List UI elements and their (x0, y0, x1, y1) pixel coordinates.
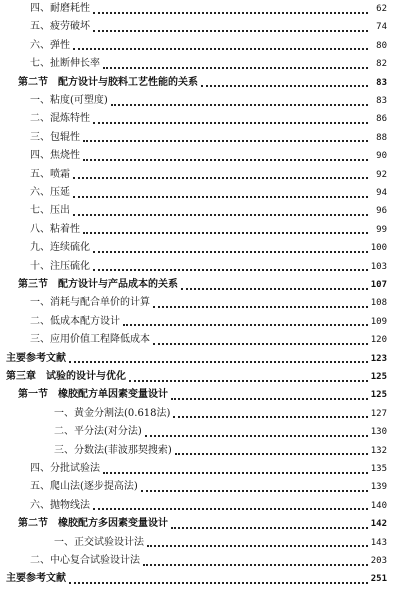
toc-entry-title: 九、连续硫化 (30, 242, 90, 254)
toc-entry-page-number: 96 (376, 206, 387, 217)
dot-leader (153, 305, 368, 308)
toc-entry[interactable] (0, 129, 401, 147)
toc-entry[interactable] (0, 386, 401, 404)
dot-leader (73, 195, 368, 198)
toc-entry-title: 第二节 配方设计与胶料工艺性能的关系 (18, 76, 198, 88)
toc-entry-page-number: 251 (370, 574, 387, 585)
toc-entry-title: 一、正交试验设计法 (54, 536, 144, 548)
toc-entry-page-number: 203 (370, 556, 387, 566)
toc-entry[interactable] (0, 294, 401, 312)
toc-entry[interactable] (0, 552, 401, 570)
dot-leader (111, 103, 368, 106)
dot-leader (83, 158, 368, 161)
dot-leader (145, 434, 368, 437)
toc-entry-title: 六、弹性 (30, 39, 70, 51)
dot-leader (93, 11, 368, 14)
toc-entry-title: 五、疲劳破坏 (30, 21, 90, 33)
toc-entry-page-number: 83 (376, 77, 387, 88)
toc-entry[interactable] (0, 92, 401, 110)
toc-entry-title: 三、应用价值工程降低成本 (30, 334, 150, 346)
toc-entry-title: 六、压延 (30, 187, 70, 198)
dot-leader (129, 379, 368, 382)
toc-entry-title: 三、分数法(菲波那契搜索) (54, 444, 172, 456)
toc-entry-page-number: 80 (376, 40, 387, 51)
toc-entry-page-number: 135 (370, 464, 387, 474)
toc-entry-title: 八、粘着性 (30, 223, 80, 235)
toc-entry-page-number: 108 (370, 298, 387, 309)
toc-entry-page-number: 132 (370, 445, 387, 456)
toc-entry-title: 七、扯断伸长率 (30, 58, 100, 70)
toc-entry[interactable] (0, 478, 401, 496)
toc-entry-page-number: 125 (370, 390, 387, 401)
toc-entry[interactable] (0, 184, 401, 202)
dot-leader (143, 563, 368, 566)
dot-leader (73, 213, 368, 216)
toc-entry-page-number: 82 (376, 59, 387, 70)
toc-entry-page-number: 120 (370, 335, 387, 346)
toc-entry-title: 五、爬山法(逐步提高法) (30, 481, 138, 493)
toc-entry-title: 一、黄金分割法(0.618法) (54, 407, 171, 419)
dot-leader (147, 544, 368, 547)
toc-entry-page-number: 99 (376, 224, 387, 235)
dot-leader (93, 29, 368, 32)
toc-entry[interactable] (0, 350, 401, 368)
toc-entry-title: 三、包辊性 (30, 131, 80, 143)
toc-entry-page-number: 107 (370, 280, 387, 290)
toc-entry-title: 六、抛物线法 (30, 499, 90, 511)
dot-leader (123, 323, 368, 326)
dot-leader (69, 581, 368, 584)
toc-entry-page-number: 74 (376, 22, 387, 33)
toc-entry[interactable] (0, 0, 401, 18)
toc-entry-page-number: 127 (370, 408, 387, 419)
toc-entry-title: 第二节 橡胶配方多因素变量设计 (18, 518, 168, 530)
toc-entry-page-number: 94 (376, 188, 387, 198)
toc-entry-page-number: 86 (376, 114, 387, 125)
toc-entry-title: 一、消耗与配合单价的计算 (30, 297, 150, 309)
toc-entry-page-number: 125 (370, 372, 387, 382)
toc-entry-title: 二、平分法(对分法) (54, 426, 142, 438)
dot-leader (83, 139, 368, 142)
toc-entry[interactable] (0, 442, 401, 460)
toc-entry-page-number: 62 (376, 4, 387, 14)
toc-entry[interactable] (0, 534, 401, 552)
dot-leader (93, 250, 368, 253)
toc-entry[interactable] (0, 368, 401, 386)
toc-entry[interactable] (0, 258, 401, 276)
dot-leader (83, 231, 368, 234)
dot-leader (201, 84, 368, 87)
toc-entry[interactable] (0, 55, 401, 73)
dot-leader (141, 489, 368, 492)
dot-leader (93, 507, 368, 510)
toc-entry-page-number: 140 (370, 500, 387, 511)
toc-entry-page-number: 88 (376, 132, 387, 143)
toc-entry-page-number: 143 (370, 537, 387, 548)
toc-entry-title: 四、耐磨耗性 (30, 3, 90, 14)
toc-entry-title: 主要参考文献 (6, 352, 66, 364)
toc-entry[interactable] (0, 497, 401, 515)
toc-entry-title: 二、中心复合试验设计法 (30, 555, 140, 566)
toc-entry[interactable] (0, 570, 401, 588)
toc-entry-title: 十、注压硫化 (30, 260, 90, 272)
toc-entry-page-number: 123 (370, 353, 387, 364)
toc-entry-page-number: 109 (370, 316, 387, 327)
toc-entry-title: 五、喷霜 (30, 168, 70, 180)
dot-leader (173, 415, 367, 418)
toc-entry[interactable] (0, 166, 401, 184)
toc-entry[interactable] (0, 276, 401, 294)
toc-entry-page-number: 92 (376, 169, 387, 180)
toc-entry[interactable] (0, 515, 401, 533)
dot-leader (93, 121, 368, 124)
toc-entry-page-number: 130 (370, 427, 387, 438)
toc-entry-title: 第三章 试验的设计与优化 (6, 371, 126, 382)
dot-leader (181, 287, 368, 290)
toc-entry[interactable] (0, 221, 401, 239)
dot-leader (69, 360, 368, 363)
toc-entry-page-number: 142 (370, 519, 387, 530)
dot-leader (103, 471, 368, 474)
toc-entry[interactable] (0, 18, 401, 36)
toc-entry-title: 主要参考文献 (6, 573, 66, 585)
toc-entry[interactable] (0, 147, 401, 165)
toc-entry-page-number: 139 (370, 482, 387, 493)
toc-entry-title: 四、分批试验法 (30, 463, 100, 474)
toc-entry-title: 二、混炼特性 (30, 113, 90, 125)
toc-entry[interactable] (0, 202, 401, 220)
toc-entry-page-number: 83 (376, 96, 387, 106)
toc-entry[interactable] (0, 110, 401, 128)
toc-entry-title: 第一节 橡胶配方单因素变量设计 (18, 389, 168, 401)
dot-leader (171, 397, 368, 400)
toc-entry[interactable] (0, 331, 401, 349)
toc-entry[interactable] (0, 239, 401, 257)
toc-entry[interactable] (0, 74, 401, 92)
toc-entry-page-number: 90 (376, 151, 387, 162)
dot-leader (153, 342, 368, 345)
toc-entry-title: 一、粘度(可塑度) (30, 95, 108, 106)
dot-leader (175, 452, 368, 455)
toc-entry-title: 四、焦烧性 (30, 150, 80, 162)
toc-entry[interactable] (0, 37, 401, 55)
toc-entry-title: 第三节 配方设计与产品成本的关系 (18, 279, 178, 290)
dot-leader (73, 47, 368, 50)
toc-entry-title: 二、低成本配方设计 (30, 315, 120, 327)
toc-entry[interactable] (0, 423, 401, 441)
dot-leader (93, 268, 368, 271)
toc-entry-page-number: 103 (370, 261, 387, 272)
toc-entry-title: 七、压出 (30, 205, 70, 217)
dot-leader (103, 66, 368, 69)
toc-entry[interactable] (0, 405, 401, 423)
dot-leader (171, 526, 368, 529)
toc-entry[interactable] (0, 460, 401, 478)
toc-entry-page-number: 100 (370, 243, 387, 254)
dot-leader (73, 176, 368, 179)
toc-entry[interactable] (0, 313, 401, 331)
